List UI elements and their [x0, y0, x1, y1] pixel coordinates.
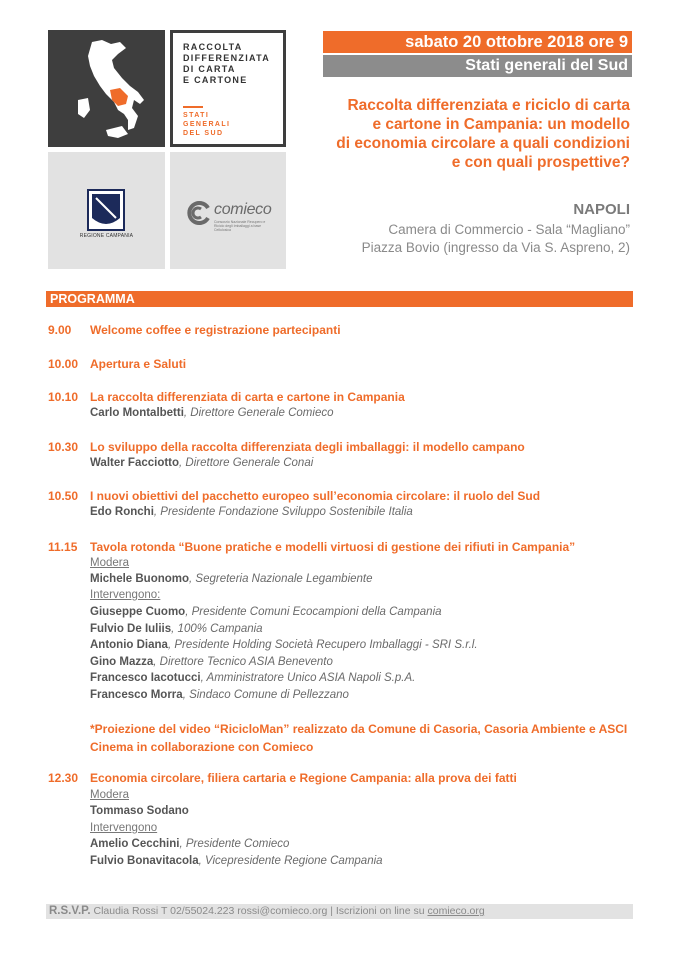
rsvp-label: R.S.V.P. — [49, 905, 91, 917]
intervengono-label: Intervengono: — [90, 589, 161, 601]
rsvp-contact: Claudia Rossi T 02/55024.223 rossi@comieco.org | Iscrizioni on line su — [90, 905, 428, 917]
panelist-name: Fulvio De Iuliis — [90, 623, 172, 635]
panelist-line — [90, 853, 383, 869]
event-logo-panel — [170, 30, 286, 147]
modera-label: Modera — [90, 557, 129, 569]
venue-line: Piazza Bovio (ingresso da Via S. Aspreno, 2) — [361, 240, 630, 255]
programma-heading: PROGRAMMA — [46, 291, 633, 307]
comieco-tagline: Consorzio Nazionale Recupero e Riciclo degli Imballaggi a base Cellulosica — [214, 220, 266, 232]
speaker-name: Walter Facciotto — [90, 457, 180, 469]
moderator-line — [90, 571, 373, 587]
panelist-line — [90, 637, 478, 653]
regione-label: REGIONE CAMPANIA — [79, 233, 134, 239]
panelist-name: Antonio Diana — [90, 639, 168, 651]
moderator-name: Michele Buonomo — [90, 573, 190, 585]
intervengono-label: Intervengono — [90, 822, 158, 834]
event-name-banner: Stati generali del Sud — [323, 55, 632, 77]
item-time: 10.10 — [48, 390, 79, 404]
item-title: Economia circolare, filiera cartaria e Regione Campania: alla prova dei fatti — [90, 771, 517, 785]
panelist-role: , Direttore Tecnico ASIA Benevento — [153, 656, 333, 668]
speaker-line — [90, 405, 333, 421]
modera-label: Modera — [90, 789, 129, 801]
video-note: *Proiezione del video “RicicloMan” realizzato da Comune di Casoria, Casoria Ambiente e ASCI Cinema in collaborazione con Comieco — [90, 722, 628, 754]
panelist-line — [90, 670, 415, 686]
item-title: Lo sviluppo della raccolta differenziata degli imballaggi: il modello campano — [90, 440, 525, 454]
panelist-role: , Sindaco Comune di Pellezzano — [182, 689, 349, 701]
venue-line: Camera di Commercio - Sala “Magliano” — [388, 222, 630, 237]
panelist-role: , Presidente Holding Società Recupero Imballaggi - SRI S.r.l. — [167, 639, 478, 651]
speaker-role: , Direttore Generale Conai — [179, 457, 314, 469]
headline-line: Raccolta differenziata e riciclo di carta — [347, 97, 630, 114]
panelist-line — [90, 687, 349, 703]
panelist-name: Amelio Cecchini — [90, 838, 180, 850]
panelist-role: , Presidente Comieco — [179, 838, 290, 850]
item-title: Apertura e Saluti — [90, 357, 187, 371]
speaker-role: , Presidente Fondazione Sviluppo Sostenibile Italia — [153, 506, 413, 518]
panelist-role: , Presidente Comuni Ecocampioni della Campania — [185, 606, 442, 618]
headline-line: di economia circolare a quali condizioni — [336, 135, 630, 152]
italy-map-panel — [48, 30, 165, 147]
panelist-line — [90, 654, 333, 670]
panelist-line — [90, 836, 289, 852]
item-time: 10.30 — [48, 440, 79, 454]
panelist-role: , Amministratore Unico ASIA Napoli S.p.A. — [200, 672, 416, 684]
panelist-line — [90, 621, 263, 637]
logo-title: RACCOLTA DIFFERENZIATA DI CARTA E CARTONE — [183, 42, 271, 85]
registration-link[interactable]: comieco.org — [427, 905, 485, 917]
panelist-name: Francesco Morra — [90, 689, 183, 701]
item-title: La raccolta differenziata di carta e cartone in Campania — [90, 390, 405, 404]
comieco-logo — [170, 152, 286, 269]
panelist-name: Francesco Iacotucci — [90, 672, 201, 684]
date-banner: sabato 20 ottobre 2018 ore 9 — [323, 31, 632, 53]
regione-emblem-icon — [84, 188, 128, 232]
moderator-name: Tommaso Sodano — [90, 805, 189, 817]
city: NAPOLI — [573, 201, 630, 218]
regione-campania-logo — [48, 152, 165, 269]
panelist-name: Gino Mazza — [90, 656, 154, 668]
item-title: Welcome coffee e registrazione partecipanti — [90, 323, 341, 337]
headline — [300, 96, 630, 172]
headline-line: e cartone in Campania: un modello — [372, 116, 630, 133]
speaker-line — [90, 504, 413, 520]
panelist-line — [90, 604, 442, 620]
panelist-role: , Vicepresidente Regione Campania — [198, 855, 383, 867]
panelist-name: Giuseppe Cuomo — [90, 606, 186, 618]
logo-subtitle: STATI GENERALI DEL SUD — [183, 112, 231, 137]
item-time: 12.30 — [48, 771, 79, 785]
rsvp-bar — [46, 904, 633, 919]
item-time: 10.50 — [48, 489, 79, 503]
item-time: 10.00 — [48, 357, 79, 371]
item-time: 9.00 — [48, 323, 72, 337]
item-title: Tavola rotonda “Buone pratiche e modelli virtuosi di gestione dei rifiuti in Campania” — [90, 540, 576, 554]
comieco-wordmark: comieco — [214, 201, 272, 218]
venue — [330, 221, 630, 257]
panelist-name: Fulvio Bonavitacola — [90, 855, 199, 867]
moderator-line — [90, 803, 189, 819]
speaker-name: Edo Ronchi — [90, 506, 154, 518]
moderator-role: , Segreteria Nazionale Legambiente — [189, 573, 373, 585]
headline-line: e con quali prospettive? — [451, 154, 630, 171]
comieco-mark-icon — [186, 200, 212, 226]
speaker-line — [90, 455, 313, 471]
speaker-name: Carlo Montalbetti — [90, 407, 184, 419]
speaker-role: , Direttore Generale Comieco — [183, 407, 334, 419]
italy-map-icon — [48, 30, 165, 147]
item-time: 11.15 — [48, 540, 78, 554]
logo-divider — [183, 106, 203, 108]
item-title: I nuovi obiettivi del pacchetto europeo sull’economia circolare: il ruolo del Sud — [90, 489, 541, 503]
panelist-role: , 100% Campania — [171, 623, 263, 635]
